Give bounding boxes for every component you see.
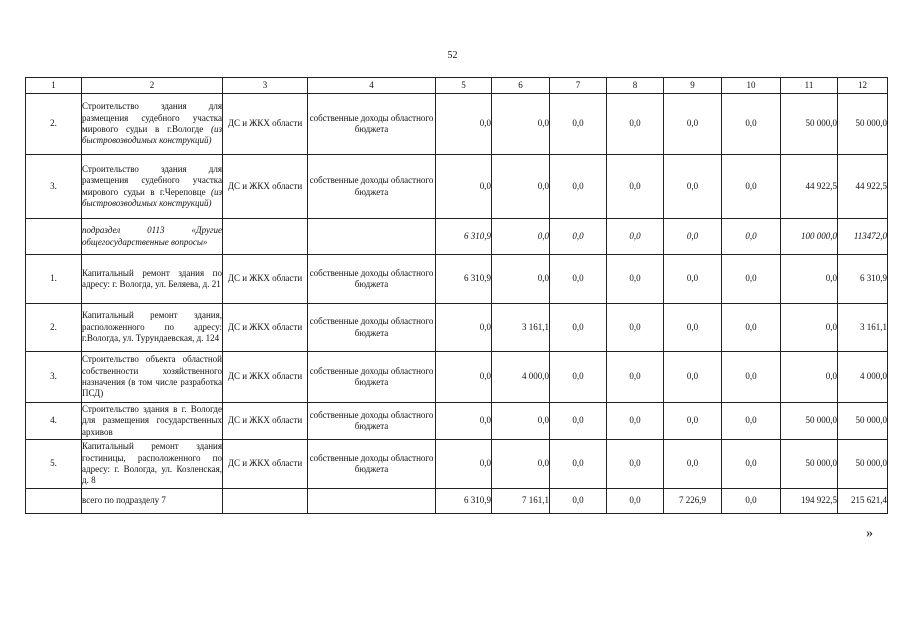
value-cell: 0,0 bbox=[492, 155, 550, 219]
value-cell: 0,0 bbox=[436, 94, 492, 155]
row-number: 3. bbox=[26, 155, 82, 219]
value-cell: 0,0 bbox=[722, 403, 781, 440]
value-cell: 0,0 bbox=[607, 403, 664, 440]
value-cell: 0,0 bbox=[664, 304, 722, 352]
total-row bbox=[26, 489, 888, 514]
value-cell: 0,0 bbox=[781, 352, 838, 403]
row-number: 5. bbox=[26, 440, 82, 489]
page-number: 52 bbox=[447, 50, 458, 61]
value-cell: 0,0 bbox=[607, 219, 664, 255]
value-cell: 0,0 bbox=[664, 219, 722, 255]
value-cell: 0,0 bbox=[664, 352, 722, 403]
column-number: 1 bbox=[26, 78, 82, 94]
value-cell: 4 000,0 bbox=[492, 352, 550, 403]
item-name bbox=[82, 489, 223, 514]
item-name-text: всего по подразделу 7 bbox=[82, 495, 166, 506]
value-cell: 0,0 bbox=[492, 403, 550, 440]
column-number: 3 bbox=[223, 78, 308, 94]
value-cell: 50 000,0 bbox=[838, 440, 888, 489]
value-cell: 0,0 bbox=[607, 489, 664, 514]
value-cell: 0,0 bbox=[550, 403, 607, 440]
value-cell: 0,0 bbox=[550, 440, 607, 489]
funding-source bbox=[308, 219, 436, 255]
table-row bbox=[26, 403, 888, 440]
value-cell: 0,0 bbox=[436, 155, 492, 219]
value-cell: 0,0 bbox=[550, 155, 607, 219]
funding-source bbox=[308, 489, 436, 514]
row-number: 2. bbox=[26, 304, 82, 352]
funding-source: собственные доходы областного бюджета bbox=[308, 440, 436, 489]
value-cell: 113472,0 bbox=[838, 219, 888, 255]
item-name bbox=[82, 403, 223, 440]
item-name-text: Строительство здания для размещения судебного участка мирового судьи в г.Череповце bbox=[82, 163, 222, 197]
responsible-department: ДС и ЖКХ области bbox=[223, 304, 308, 352]
value-cell: 0,0 bbox=[550, 255, 607, 304]
value-cell: 0,0 bbox=[664, 403, 722, 440]
value-cell: 0,0 bbox=[607, 94, 664, 155]
value-cell: 0,0 bbox=[550, 352, 607, 403]
item-name bbox=[82, 440, 223, 489]
value-cell: 0,0 bbox=[722, 155, 781, 219]
table-row bbox=[26, 304, 888, 352]
responsible-department bbox=[223, 219, 308, 255]
value-cell: 0,0 bbox=[722, 489, 781, 514]
item-name-text: Капитальный ремонт здания по адресу: г. Вологда, ул. Беляева, д. 21 bbox=[82, 267, 222, 289]
value-cell: 50 000,0 bbox=[781, 440, 838, 489]
value-cell: 50 000,0 bbox=[838, 94, 888, 155]
value-cell: 0,0 bbox=[722, 94, 781, 155]
item-name-text: Строительство объекта областной собственности хозяйственного назначения (в том числе разработка ПСД) bbox=[82, 354, 222, 399]
table-row bbox=[26, 352, 888, 403]
value-cell: 0,0 bbox=[722, 304, 781, 352]
value-cell: 0,0 bbox=[550, 219, 607, 255]
table-row bbox=[26, 440, 888, 489]
value-cell: 0,0 bbox=[607, 352, 664, 403]
responsible-department: ДС и ЖКХ области bbox=[223, 155, 308, 219]
value-cell: 0,0 bbox=[436, 403, 492, 440]
value-cell: 6 310,9 bbox=[436, 219, 492, 255]
column-number: 10 bbox=[722, 78, 781, 94]
funding-source: собственные доходы областного бюджета bbox=[308, 255, 436, 304]
value-cell: 0,0 bbox=[664, 255, 722, 304]
value-cell: 44 922,5 bbox=[838, 155, 888, 219]
column-number: 5 bbox=[436, 78, 492, 94]
row-number: 1. bbox=[26, 255, 82, 304]
value-cell: 0,0 bbox=[664, 94, 722, 155]
value-cell: 0,0 bbox=[550, 94, 607, 155]
value-cell: 0,0 bbox=[781, 304, 838, 352]
item-name-text: подраздел 0113 «Другие общегосударственные вопросы» bbox=[82, 225, 222, 247]
value-cell: 0,0 bbox=[436, 352, 492, 403]
value-cell: 0,0 bbox=[436, 304, 492, 352]
funding-source: собственные доходы областного бюджета bbox=[308, 403, 436, 440]
column-number: 11 bbox=[781, 78, 838, 94]
column-number: 12 bbox=[838, 78, 888, 94]
value-cell: 0,0 bbox=[492, 219, 550, 255]
row-number: 4. bbox=[26, 403, 82, 440]
item-name bbox=[82, 304, 223, 352]
funding-source: собственные доходы областного бюджета bbox=[308, 94, 436, 155]
row-number: 3. bbox=[26, 352, 82, 403]
item-name bbox=[82, 94, 223, 155]
item-name-note: (из быстровозводимых конструкций) bbox=[82, 124, 222, 146]
value-cell: 0,0 bbox=[664, 155, 722, 219]
item-name bbox=[82, 255, 223, 304]
item-name-note: (из быстровозводимых конструкций) bbox=[82, 186, 222, 208]
item-name-text: Капитальный ремонт здания, расположенного по адресу: г.Вологда, ул. Турундаевская, д. 124 bbox=[82, 310, 222, 344]
value-cell: 0,0 bbox=[550, 304, 607, 352]
value-cell: 6 310,9 bbox=[838, 255, 888, 304]
column-number: 6 bbox=[492, 78, 550, 94]
value-cell: 7 226,9 bbox=[664, 489, 722, 514]
value-cell: 50 000,0 bbox=[781, 403, 838, 440]
funding-source: собственные доходы областного бюджета bbox=[308, 304, 436, 352]
value-cell: 0,0 bbox=[607, 255, 664, 304]
value-cell: 0,0 bbox=[722, 352, 781, 403]
value-cell: 7 161,1 bbox=[492, 489, 550, 514]
value-cell: 215 621,4 bbox=[838, 489, 888, 514]
item-name bbox=[82, 352, 223, 403]
value-cell: 4 000,0 bbox=[838, 352, 888, 403]
value-cell: 50 000,0 bbox=[838, 403, 888, 440]
budget-table bbox=[25, 77, 888, 514]
item-name-text: Капитальный ремонт здания гостиницы, расположенного по адресу: г. Вологда, ул. Козленская, д. 8 bbox=[82, 441, 222, 486]
value-cell: 100 000,0 bbox=[781, 219, 838, 255]
funding-source: собственные доходы областного бюджета bbox=[308, 352, 436, 403]
value-cell: 3 161,1 bbox=[492, 304, 550, 352]
responsible-department: ДС и ЖКХ области bbox=[223, 94, 308, 155]
value-cell: 0,0 bbox=[722, 219, 781, 255]
column-number: 8 bbox=[607, 78, 664, 94]
item-name-text: Строительство здания для размещения судебного участка мирового судьи в г.Вологде bbox=[82, 101, 222, 134]
value-cell: 44 922,5 bbox=[781, 155, 838, 219]
table-row bbox=[26, 94, 888, 155]
column-number: 9 bbox=[664, 78, 722, 94]
value-cell: 6 310,9 bbox=[436, 489, 492, 514]
value-cell: 0,0 bbox=[492, 440, 550, 489]
value-cell: 0,0 bbox=[722, 440, 781, 489]
value-cell: 0,0 bbox=[436, 440, 492, 489]
item-name bbox=[82, 219, 223, 255]
value-cell: 3 161,1 bbox=[838, 304, 888, 352]
column-number: 7 bbox=[550, 78, 607, 94]
responsible-department: ДС и ЖКХ области bbox=[223, 403, 308, 440]
column-number-row bbox=[26, 78, 888, 94]
value-cell: 50 000,0 bbox=[781, 94, 838, 155]
responsible-department: ДС и ЖКХ области bbox=[223, 255, 308, 304]
value-cell: 0,0 bbox=[607, 440, 664, 489]
row-number: 2. bbox=[26, 94, 82, 155]
table-row bbox=[26, 155, 888, 219]
column-number: 4 bbox=[308, 78, 436, 94]
item-name-text: Строительство здания в г. Вологде для размещения государственных архивов bbox=[82, 403, 222, 437]
responsible-department: ДС и ЖКХ области bbox=[223, 352, 308, 403]
row-number bbox=[26, 489, 82, 514]
column-number: 2 bbox=[82, 78, 223, 94]
value-cell: 0,0 bbox=[607, 155, 664, 219]
responsible-department: ДС и ЖКХ области bbox=[223, 440, 308, 489]
funding-source: собственные доходы областного бюджета bbox=[308, 155, 436, 219]
item-name bbox=[82, 155, 223, 219]
subsection-row bbox=[26, 219, 888, 255]
row-number bbox=[26, 219, 82, 255]
value-cell: 0,0 bbox=[607, 304, 664, 352]
table-row bbox=[26, 255, 888, 304]
value-cell: 0,0 bbox=[664, 440, 722, 489]
value-cell: 0,0 bbox=[492, 255, 550, 304]
value-cell: 6 310,9 bbox=[436, 255, 492, 304]
value-cell: 0,0 bbox=[722, 255, 781, 304]
value-cell: 0,0 bbox=[550, 489, 607, 514]
closing-quote: » bbox=[866, 526, 873, 541]
value-cell: 0,0 bbox=[492, 94, 550, 155]
value-cell: 194 922,5 bbox=[781, 489, 838, 514]
value-cell: 0,0 bbox=[781, 255, 838, 304]
responsible-department bbox=[223, 489, 308, 514]
